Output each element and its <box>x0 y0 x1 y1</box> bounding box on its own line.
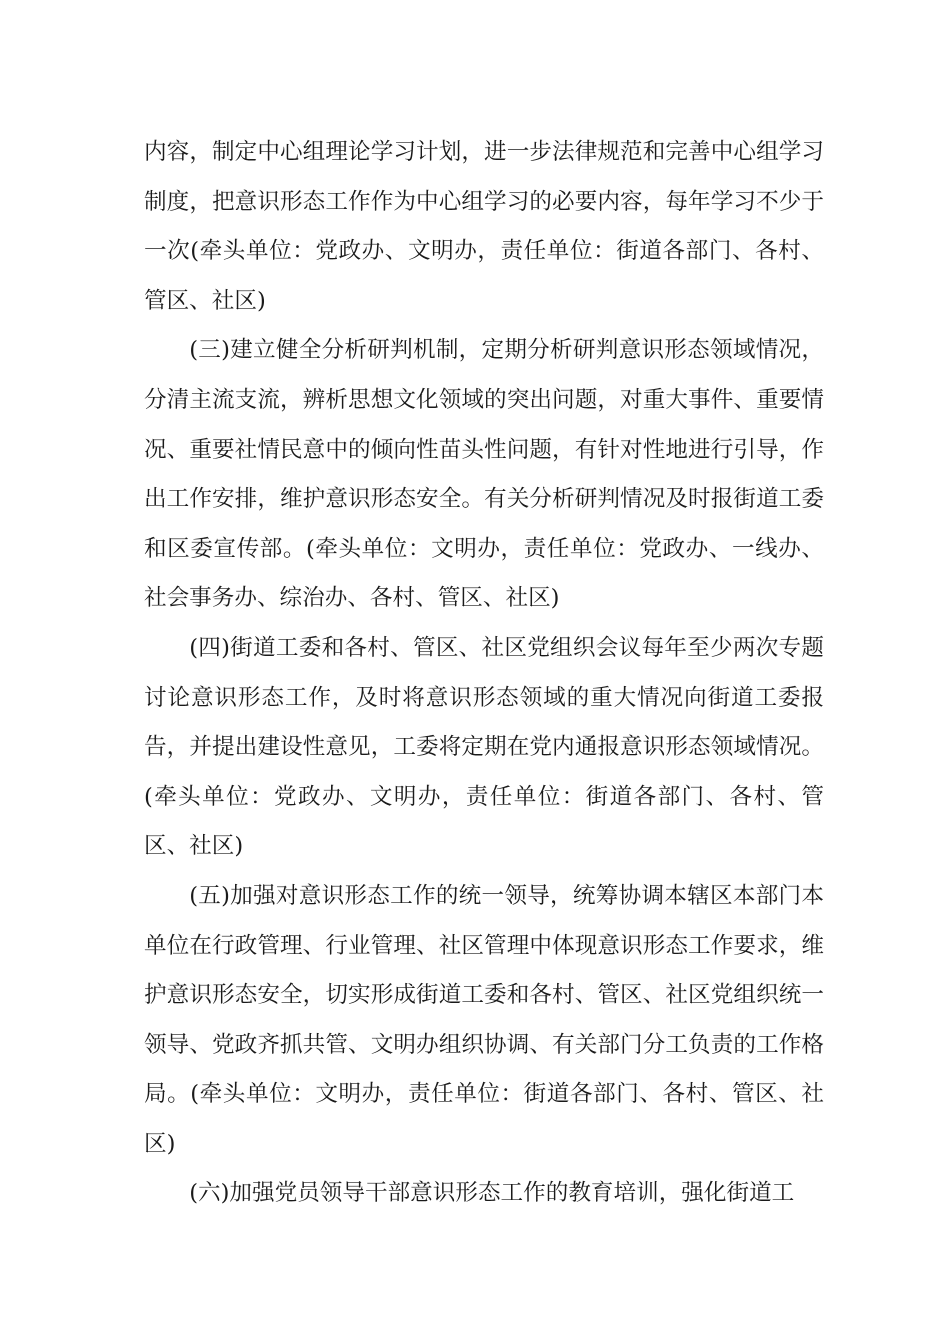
paragraph-item-3: (三)建立健全分析研判机制，定期分析研判意识形态领域情况，分清主流支流，辨析思想文化领域的突出问题，对重大事件、重要情况、重要社情民意中的倾向性苗头性问题，有针对性地进行引导，作出工作安排，维护意识形态安全。有关分析研判情况及时报街道工委和区委宣传部。(牵头单位：文明办，责任单位：党政办、一线办、社会事务办、综治办、各村、管区、社区) <box>144 337 824 612</box>
paragraph-item-6: (六)加强党员领导干部意识形态工作的教育培训，强化街道工 <box>189 1180 795 1207</box>
paragraph-continuation: 内容，制定中心组理论学习计划，进一步法律规范和完善中心组学习制度，把意识形态工作作为中心组学习的必要内容，每年学习不少于一次(牵头单位：党政办、文明办，责任单位：街道各部门、各村、管区、社区) <box>144 139 824 314</box>
document-page <box>144 128 824 1219</box>
paragraph-item-4: (四)街道工委和各村、管区、社区党组织会议每年至少两次专题讨论意识形态工作，及时将意识形态领域的重大情况向街道工委报告，并提出建设性意见，工委将定期在党内通报意识形态领域情况。(牵头单位：党政办、文明办，责任单位：街道各部门、各村、管区、社区) <box>144 634 824 860</box>
paragraph-item-5: (五)加强对意识形态工作的统一领导，统筹协调本辖区本部门本单位在行政管理、行业管理、社区管理中体现意识形态工作要求，维护意识形态安全，切实形成街道工委和各村、管区、社区党组织统一领导、党政齐抓共管、文明办组织协调、有关部门分工负责的工作格局。(牵头单位：文明办，责任单位：街道各部门、各村、管区、社区) <box>144 882 824 1157</box>
